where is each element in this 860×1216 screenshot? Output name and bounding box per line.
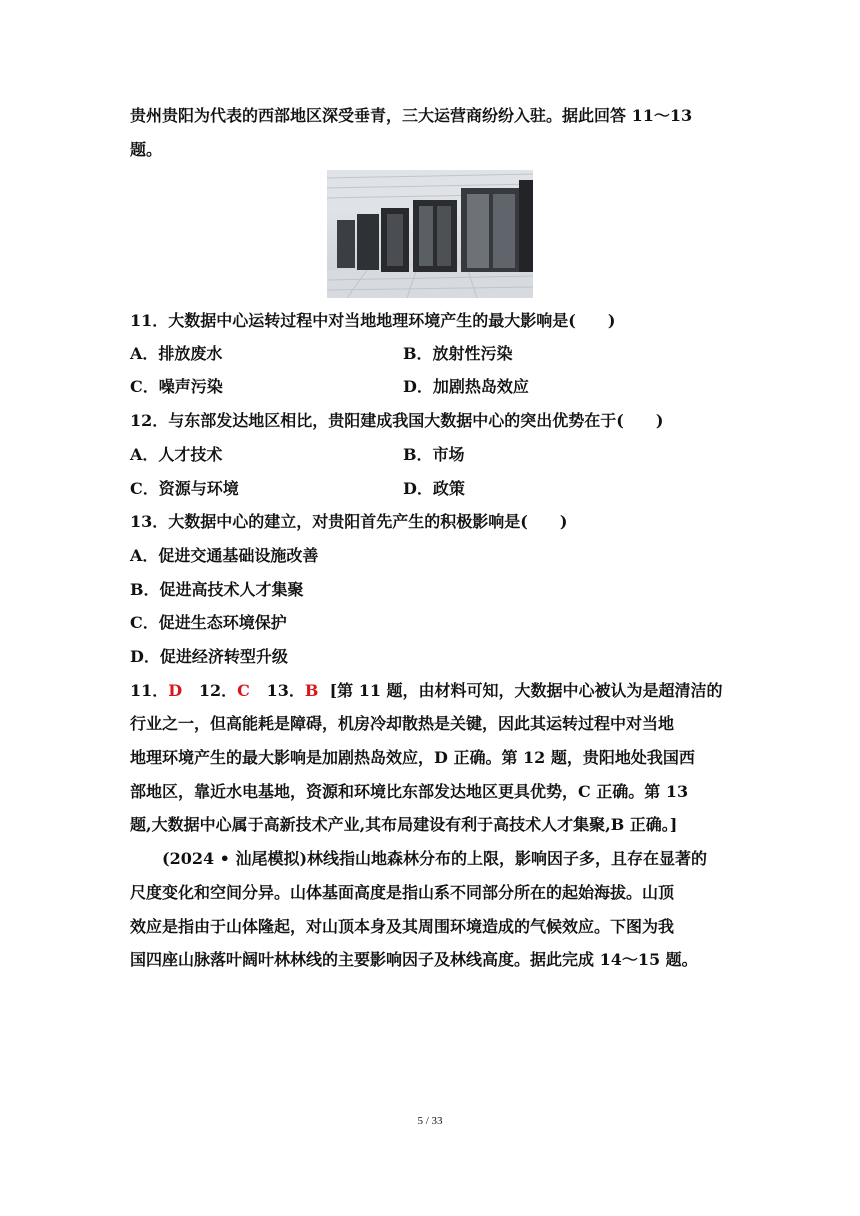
question-11-stem: 11．大数据中心运转过程中对当地地理环境产生的最大影响是( )	[130, 311, 616, 330]
answer-12: C	[237, 681, 250, 700]
intro-line-2: 题。	[130, 140, 163, 159]
answer-line-3: 地理环境产生的最大影响是加剧热岛效应，D 正确。第 12 题，贵阳地处我国西	[130, 748, 695, 767]
intro-line-1: 贵州贵阳为代表的西部地区深受垂青，三大运营商纷纷入驻。据此回答 11～13	[130, 106, 693, 125]
question-12-option-a: A．人才技术	[130, 445, 223, 464]
question-13-option-c: C．促进生态环境保护	[130, 613, 287, 632]
page-number: 5 / 33	[417, 1115, 443, 1127]
answer-line-2: 行业之一，但高能耗是障碍，机房冷却散热是关键，因此其运转过程中对当地	[130, 714, 675, 733]
question-11-option-a: A．排放废水	[130, 344, 223, 363]
passage-source: (2024 • 汕尾模拟)	[162, 849, 308, 868]
answer-11: D	[168, 681, 183, 700]
question-11-option-c: C．噪声污染	[130, 377, 223, 396]
question-13-option-a: A．促进交通基础设施改善	[130, 546, 319, 565]
question-11-option-b: B．放射性污染	[403, 344, 513, 363]
answer-line-5: 题,大数据中心属于高新技术产业,其布局建设有利于高技术人才集聚,B 正确。]	[130, 815, 678, 834]
answer-number-11: 11．	[130, 681, 169, 700]
question-12-option-d: D．政策	[403, 479, 465, 498]
answer-line-4: 部地区，靠近水电基地，资源和环境比东部发达地区更具优势，C 正确。第 13	[130, 782, 689, 801]
question-13-option-d: D．促进经济转型升级	[130, 647, 288, 666]
passage-line-4: 国四座山脉落叶阔叶林林线的主要影响因子及林线高度。据此完成 14～15 题。	[130, 950, 698, 969]
data-center-photo	[327, 170, 533, 298]
question-13-stem: 13．大数据中心的建立，对贵阳首先产生的积极影响是( )	[130, 512, 568, 531]
passage-line-1-text: 林线指山地森林分布的上限，影响因子多，且存在显著的	[307, 849, 708, 868]
answer-line-1	[130, 681, 723, 701]
question-12-option-b: B．市场	[403, 445, 465, 464]
passage-line-3: 效应是指由于山体隆起，对山顶本身及其周围环境造成的气候效应。下图为我	[130, 917, 675, 936]
answer-explanation-start: [第 11 题，由材料可知，大数据中心被认为是超清洁的	[329, 681, 723, 700]
answer-13: B	[304, 681, 319, 700]
passage-line-1	[162, 849, 707, 869]
question-12-stem: 12．与东部发达地区相比，贵阳建成我国大数据中心的突出优势在于( )	[130, 411, 664, 430]
server-room-icon	[327, 170, 533, 298]
answer-number-13: 13．	[266, 681, 305, 700]
question-12-option-c: C．资源与环境	[130, 479, 239, 498]
answer-number-12: 12．	[198, 681, 238, 700]
question-11-option-d: D．加剧热岛效应	[403, 377, 529, 396]
passage-line-2: 尺度变化和空间分异。山体基面高度是指山系不同部分所在的起始海拔。山顶	[130, 883, 675, 902]
question-13-option-b: B．促进高技术人才集聚	[130, 580, 304, 599]
